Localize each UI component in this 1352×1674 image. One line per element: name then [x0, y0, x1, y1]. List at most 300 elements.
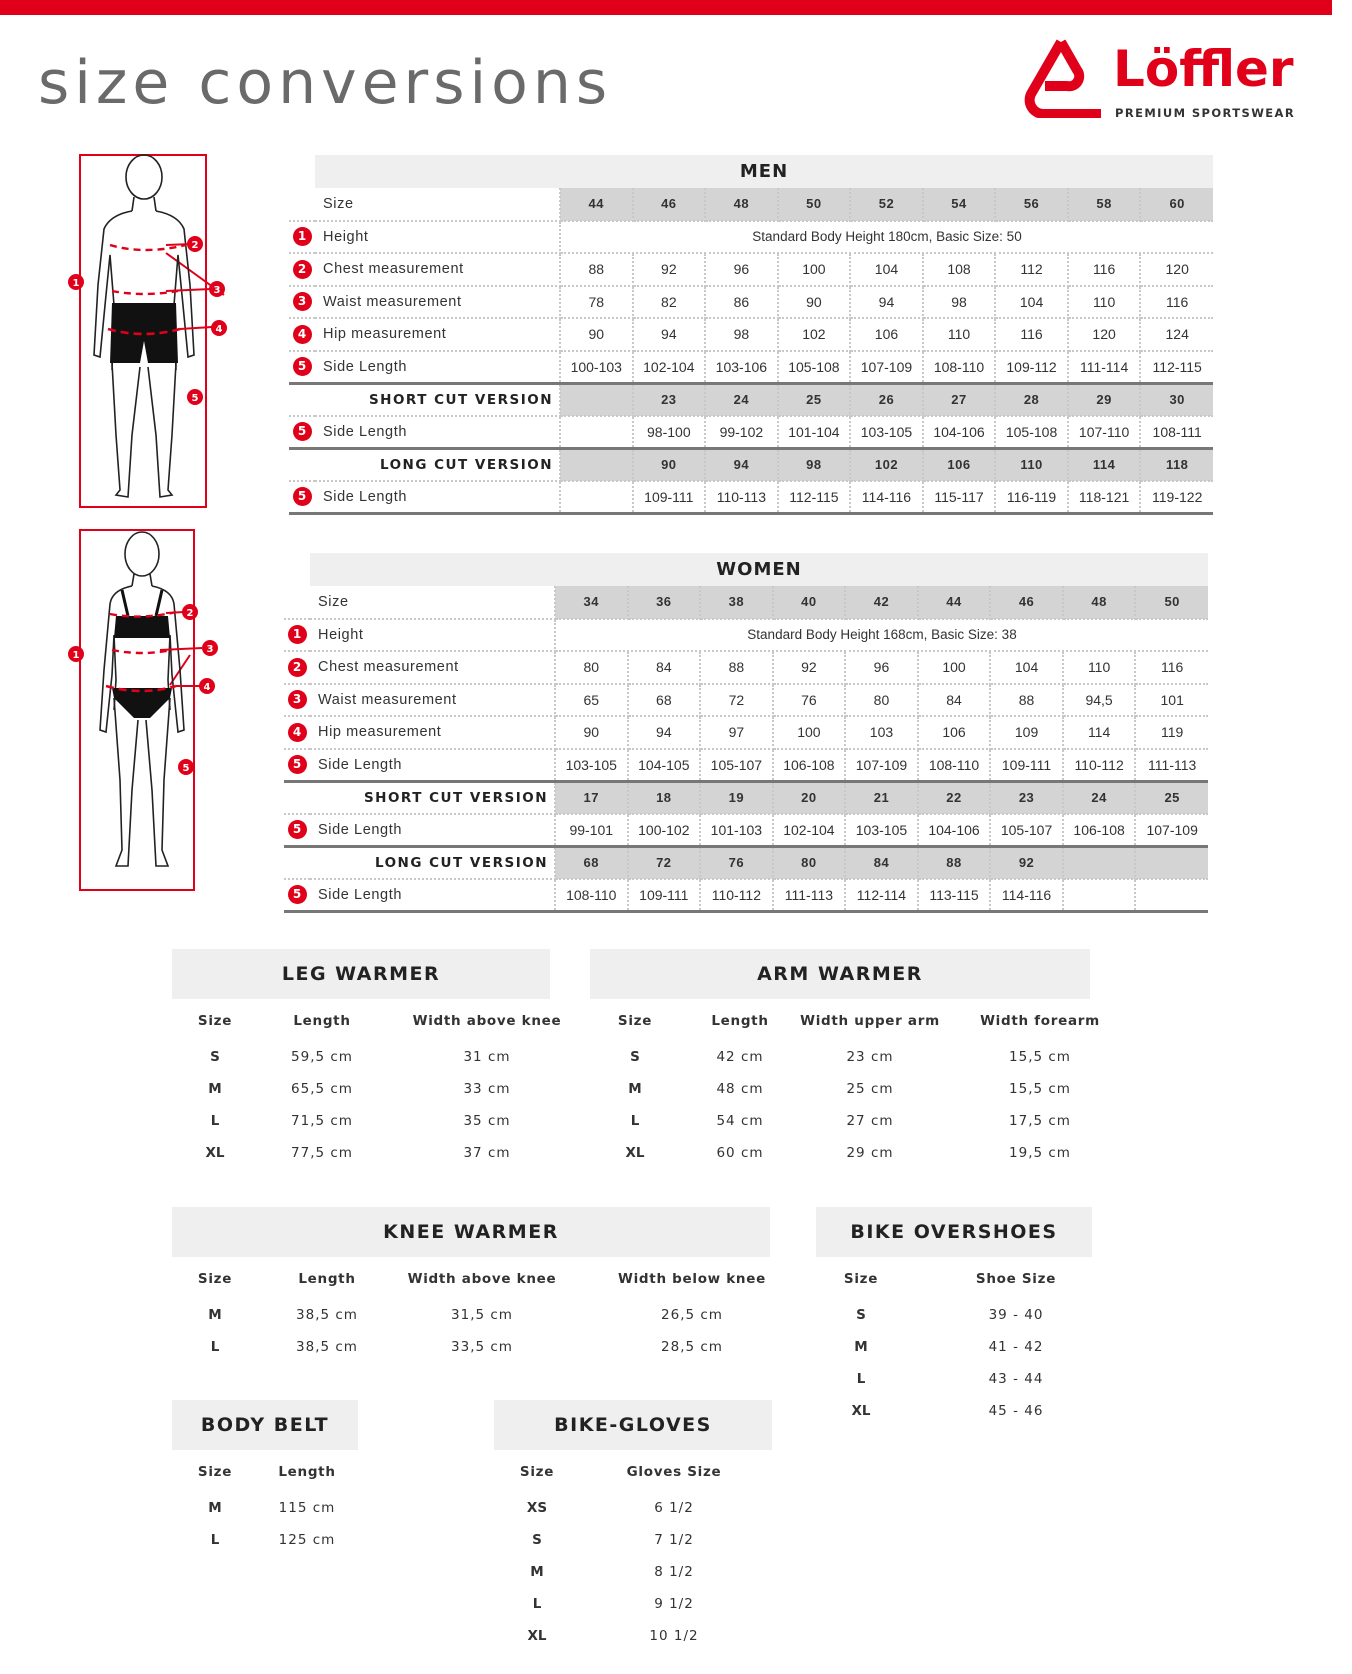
women-size-label: Size [310, 586, 555, 619]
men-cell: 120 [1068, 318, 1141, 351]
women-body-figure [66, 520, 246, 910]
women-cell: 110-112 [700, 879, 773, 912]
women-cell: 104-105 [628, 749, 701, 782]
marker-5-icon: 5 [288, 885, 307, 904]
value-cell: 60 cm [716, 1145, 764, 1161]
women-short-size: 20 [773, 781, 846, 814]
men-short-size: 30 [1140, 383, 1213, 416]
men-cell: 110 [923, 318, 996, 351]
women-cell: 100 [918, 651, 991, 684]
size-cell: M [628, 1081, 642, 1097]
arm-warmer-table [590, 949, 1100, 1169]
men-long-size [560, 448, 633, 481]
men-short-size [560, 383, 633, 416]
women-cell: 90 [555, 716, 628, 749]
women-short-size: 21 [845, 781, 918, 814]
men-short-cut-label: SHORT CUT VERSION [315, 383, 560, 416]
men-cell: 109-112 [995, 351, 1068, 384]
men-figure-marker-4: 4 [215, 324, 223, 335]
women-cell: 119 [1135, 716, 1208, 749]
women-size: 50 [1135, 586, 1208, 619]
women-height-label: Height [310, 619, 555, 652]
women-cell: 88 [700, 651, 773, 684]
men-figure-marker-3: 3 [213, 285, 221, 296]
men-cell: 103-105 [850, 416, 923, 449]
women-cell: 113-115 [918, 879, 991, 912]
value-cell: 29 cm [846, 1145, 894, 1161]
men-cell: 111-114 [1068, 351, 1141, 384]
value-cell: 9 1/2 [654, 1596, 694, 1612]
men-figure-marker-5: 5 [191, 393, 199, 404]
men-cell: 105-108 [995, 416, 1068, 449]
men-short-size: 25 [778, 383, 851, 416]
men-long-size: 114 [1068, 448, 1141, 481]
men-cell: 115-117 [923, 481, 996, 514]
column-header: Shoe Size [975, 1271, 1057, 1287]
size-cell: M [854, 1339, 868, 1355]
women-cell: 99-101 [555, 814, 628, 847]
women-long-size: 92 [990, 846, 1063, 879]
women-cell: 102-104 [773, 814, 846, 847]
bike-overshoes-table [816, 1207, 1092, 1427]
value-cell: 41 - 42 [988, 1339, 1044, 1355]
men-cell: 124 [1140, 318, 1213, 351]
women-size: 36 [628, 586, 701, 619]
men-row-label: Hip measurement [315, 318, 560, 351]
men-cell: 101-104 [778, 416, 851, 449]
value-cell: 42 cm [716, 1049, 764, 1065]
men-cell: 119-122 [1140, 481, 1213, 514]
men-short-size: 29 [1068, 383, 1141, 416]
size-cell: XL [205, 1145, 225, 1161]
women-cell: 104-106 [918, 814, 991, 847]
women-cell: 105-107 [990, 814, 1063, 847]
men-size: 44 [560, 188, 633, 221]
women-size: 40 [773, 586, 846, 619]
column-header: Length [711, 1013, 769, 1029]
women-row-label: Waist measurement [310, 684, 555, 717]
size-cell: L [210, 1532, 220, 1548]
women-long-size: 84 [845, 846, 918, 879]
column-header: Length [298, 1271, 356, 1287]
column-header: Gloves Size [626, 1464, 722, 1480]
men-cell: 104-106 [923, 416, 996, 449]
women-cell: 112-114 [845, 879, 918, 912]
women-short-side-label: Side Length [310, 814, 555, 847]
top-accent-bar [0, 0, 1332, 15]
column-header: Length [278, 1464, 336, 1480]
women-short-size: 25 [1135, 781, 1208, 814]
value-cell: 77,5 cm [291, 1145, 353, 1161]
men-short-size: 23 [633, 383, 706, 416]
women-cell [1135, 879, 1208, 912]
size-cell: XS [526, 1500, 548, 1516]
value-cell: 38,5 cm [296, 1307, 358, 1323]
women-cell: 111-113 [1135, 749, 1208, 782]
women-size: 38 [700, 586, 773, 619]
men-long-size: 106 [923, 448, 996, 481]
women-figure-marker-4: 4 [203, 682, 211, 693]
women-cell: 107-109 [1135, 814, 1208, 847]
men-size: 50 [778, 188, 851, 221]
men-size: 58 [1068, 188, 1141, 221]
value-cell: 28,5 cm [661, 1339, 723, 1355]
value-cell: 6 1/2 [654, 1500, 694, 1516]
women-cell: 68 [628, 684, 701, 717]
women-cell: 96 [845, 651, 918, 684]
men-long-size: 118 [1140, 448, 1213, 481]
women-size-table [284, 553, 1208, 913]
column-header: Width below knee [618, 1271, 766, 1287]
women-short-size: 23 [990, 781, 1063, 814]
women-figure-marker-1: 1 [72, 650, 80, 661]
value-cell: 27 cm [846, 1113, 894, 1129]
women-short-size: 22 [918, 781, 991, 814]
women-cell: 97 [700, 716, 773, 749]
men-cell: 90 [778, 286, 851, 319]
men-cell: 103-106 [705, 351, 778, 384]
size-cell: L [856, 1371, 866, 1387]
men-cell: 108-110 [923, 351, 996, 384]
value-cell: 59,5 cm [291, 1049, 353, 1065]
men-long-size: 102 [850, 448, 923, 481]
women-long-size: 68 [555, 846, 628, 879]
size-cell: M [208, 1081, 222, 1097]
size-cell: S [210, 1049, 220, 1065]
leg-warmer-table [172, 949, 562, 1169]
men-short-side-label: Side Length [315, 416, 560, 449]
size-cell: M [208, 1500, 222, 1516]
brand-tagline: PREMIUM SPORTSWEAR [1115, 106, 1296, 120]
men-cell: 112 [995, 253, 1068, 286]
marker-1-icon: 1 [293, 227, 312, 246]
men-height-note: Standard Body Height 180cm, Basic Size: 50 [560, 221, 1213, 254]
women-long-size: 80 [773, 846, 846, 879]
men-cell: 108 [923, 253, 996, 286]
men-short-size: 26 [850, 383, 923, 416]
men-long-side-label: Side Length [315, 481, 560, 514]
marker-5-icon: 5 [293, 357, 312, 376]
size-cell: S [532, 1532, 542, 1548]
men-size: 48 [705, 188, 778, 221]
value-cell: 15,5 cm [1009, 1049, 1071, 1065]
men-size: 60 [1140, 188, 1213, 221]
men-cell: 90 [560, 318, 633, 351]
value-cell: 125 cm [278, 1532, 336, 1548]
women-cell: 110 [1063, 651, 1136, 684]
women-short-size: 18 [628, 781, 701, 814]
men-cell: 98 [923, 286, 996, 319]
women-cell: 76 [773, 684, 846, 717]
men-cell: 104 [995, 286, 1068, 319]
size-cell: XL [851, 1403, 871, 1419]
women-cell: 72 [700, 684, 773, 717]
men-short-size: 24 [705, 383, 778, 416]
men-cell: 94 [633, 318, 706, 351]
column-header: Width above knee [407, 1271, 557, 1287]
women-cell: 114-116 [990, 879, 1063, 912]
value-cell: 54 cm [716, 1113, 764, 1129]
men-figure-marker-2: 2 [191, 240, 199, 251]
body-belt-table [172, 1400, 362, 1550]
women-long-size: 76 [700, 846, 773, 879]
women-height-note: Standard Body Height 168cm, Basic Size: 38 [555, 619, 1208, 652]
value-cell: 71,5 cm [291, 1113, 353, 1129]
men-cell: 106 [850, 318, 923, 351]
loeffler-logo-icon [1015, 38, 1107, 118]
men-body-figure [66, 145, 246, 525]
value-cell: 39 - 40 [988, 1307, 1044, 1323]
men-cell: 110-113 [705, 481, 778, 514]
column-header: Size [843, 1271, 879, 1287]
marker-5-icon: 5 [288, 820, 307, 839]
women-cell: 103 [845, 716, 918, 749]
value-cell: 10 1/2 [649, 1628, 699, 1644]
marker-4-icon: 4 [293, 325, 312, 344]
women-figure-marker-2: 2 [186, 608, 194, 619]
men-cell: 116 [1140, 286, 1213, 319]
women-long-cut-label: LONG CUT VERSION [310, 846, 555, 879]
women-figure-marker-3: 3 [206, 644, 214, 655]
women-cell: 116 [1135, 651, 1208, 684]
men-cell: 99-102 [705, 416, 778, 449]
men-short-size: 28 [995, 383, 1068, 416]
bike-gloves-title: BIKE-GLOVES [494, 1400, 772, 1450]
women-long-size [1135, 846, 1208, 879]
women-cell: 106-108 [1063, 814, 1136, 847]
men-cell: 120 [1140, 253, 1213, 286]
value-cell: 19,5 cm [1009, 1145, 1071, 1161]
women-cell: 84 [918, 684, 991, 717]
men-cell: 110 [1068, 286, 1141, 319]
men-row-label: Side Length [315, 351, 560, 384]
women-long-side-label: Side Length [310, 879, 555, 912]
arm-warmer-title: ARM WARMER [590, 949, 1090, 999]
column-header: Width upper arm [800, 1013, 940, 1029]
women-short-size: 24 [1063, 781, 1136, 814]
men-size: 46 [633, 188, 706, 221]
women-cell: 94,5 [1063, 684, 1136, 717]
men-cell: 118-121 [1068, 481, 1141, 514]
men-cell: 78 [560, 286, 633, 319]
value-cell: 15,5 cm [1009, 1081, 1071, 1097]
size-cell: S [856, 1307, 866, 1323]
column-header: Size [197, 1013, 233, 1029]
women-cell: 92 [773, 651, 846, 684]
men-long-size: 94 [705, 448, 778, 481]
women-cell: 110-112 [1063, 749, 1136, 782]
women-cell: 80 [555, 651, 628, 684]
women-table-title: WOMEN [310, 553, 1208, 586]
column-header: Size [519, 1464, 555, 1480]
value-cell: 115 cm [278, 1500, 336, 1516]
women-cell: 108-110 [918, 749, 991, 782]
women-cell: 100 [773, 716, 846, 749]
men-cell: 107-110 [1068, 416, 1141, 449]
women-cell: 80 [845, 684, 918, 717]
column-header: Width above knee [412, 1013, 562, 1029]
women-cell [1063, 879, 1136, 912]
women-cell: 101-103 [700, 814, 773, 847]
women-cell: 103-105 [845, 814, 918, 847]
value-cell: 25 cm [846, 1081, 894, 1097]
men-long-size: 110 [995, 448, 1068, 481]
value-cell: 45 - 46 [988, 1403, 1044, 1419]
men-cell: 100-103 [560, 351, 633, 384]
marker-5-icon: 5 [293, 422, 312, 441]
women-row-label: Chest measurement [310, 651, 555, 684]
value-cell: 31,5 cm [451, 1307, 513, 1323]
men-cell: 114-116 [850, 481, 923, 514]
men-table-title: MEN [315, 155, 1213, 188]
value-cell: 33 cm [463, 1081, 511, 1097]
value-cell: 33,5 cm [451, 1339, 513, 1355]
men-cell: 108-111 [1140, 416, 1213, 449]
value-cell: 17,5 cm [1009, 1113, 1071, 1129]
body-belt-title: BODY BELT [172, 1400, 358, 1450]
marker-5-icon: 5 [288, 755, 307, 774]
women-cell: 106-108 [773, 749, 846, 782]
men-size: 56 [995, 188, 1068, 221]
women-long-size [1063, 846, 1136, 879]
men-cell: 102-104 [633, 351, 706, 384]
value-cell: 37 cm [463, 1145, 511, 1161]
page-title: size conversions [38, 48, 613, 118]
men-cell: 102 [778, 318, 851, 351]
bike-gloves-table [494, 1400, 772, 1670]
size-cell: L [630, 1113, 640, 1129]
value-cell: 8 1/2 [654, 1564, 694, 1580]
leg-warmer-title: LEG WARMER [172, 949, 550, 999]
marker-4-icon: 4 [288, 723, 307, 742]
marker-5-icon: 5 [293, 487, 312, 506]
women-short-size: 19 [700, 781, 773, 814]
knee-warmer-title: KNEE WARMER [172, 1207, 770, 1257]
women-size: 48 [1063, 586, 1136, 619]
women-cell: 94 [628, 716, 701, 749]
women-cell: 109-111 [990, 749, 1063, 782]
women-size: 34 [555, 586, 628, 619]
men-cell: 98-100 [633, 416, 706, 449]
men-cell: 112-115 [778, 481, 851, 514]
women-long-size: 72 [628, 846, 701, 879]
women-cell: 109-111 [628, 879, 701, 912]
men-long-cut-label: LONG CUT VERSION [315, 448, 560, 481]
women-cell: 100-102 [628, 814, 701, 847]
size-cell: L [210, 1339, 220, 1355]
men-cell: 94 [850, 286, 923, 319]
size-cell: S [630, 1049, 640, 1065]
women-cell: 107-109 [845, 749, 918, 782]
women-cell: 88 [990, 684, 1063, 717]
marker-2-icon: 2 [293, 260, 312, 279]
women-cell: 114 [1063, 716, 1136, 749]
men-size: 54 [923, 188, 996, 221]
men-cell: 96 [705, 253, 778, 286]
size-cell: XL [527, 1628, 547, 1644]
size-cell: L [532, 1596, 542, 1612]
men-short-size: 27 [923, 383, 996, 416]
women-cell: 108-110 [555, 879, 628, 912]
column-header: Size [617, 1013, 653, 1029]
marker-2-icon: 2 [288, 658, 307, 677]
men-cell: 100 [778, 253, 851, 286]
women-cell: 106 [918, 716, 991, 749]
men-row-label: Chest measurement [315, 253, 560, 286]
men-cell: 98 [705, 318, 778, 351]
value-cell: 43 - 44 [988, 1371, 1044, 1387]
women-short-cut-label: SHORT CUT VERSION [310, 781, 555, 814]
value-cell: 65,5 cm [291, 1081, 353, 1097]
women-size: 42 [845, 586, 918, 619]
women-cell: 105-107 [700, 749, 773, 782]
women-short-size: 17 [555, 781, 628, 814]
men-long-size: 90 [633, 448, 706, 481]
men-row-label: Waist measurement [315, 286, 560, 319]
women-figure-marker-5: 5 [182, 763, 190, 774]
men-size-label: Size [315, 188, 560, 221]
women-cell: 111-113 [773, 879, 846, 912]
men-cell: 86 [705, 286, 778, 319]
women-row-label: Side Length [310, 749, 555, 782]
column-header: Length [293, 1013, 351, 1029]
column-header: Width forearm [980, 1013, 1100, 1029]
women-cell: 84 [628, 651, 701, 684]
women-cell: 103-105 [555, 749, 628, 782]
value-cell: 38,5 cm [296, 1339, 358, 1355]
women-cell: 104 [990, 651, 1063, 684]
men-size: 52 [850, 188, 923, 221]
value-cell: 48 cm [716, 1081, 764, 1097]
size-cell: M [208, 1307, 222, 1323]
men-cell: 116 [1068, 253, 1141, 286]
marker-3-icon: 3 [293, 292, 312, 311]
bike-overshoes-title: BIKE OVERSHOES [816, 1207, 1092, 1257]
women-size: 46 [990, 586, 1063, 619]
men-cell [560, 481, 633, 514]
women-row-label: Hip measurement [310, 716, 555, 749]
value-cell: 7 1/2 [654, 1532, 694, 1548]
men-cell: 116 [995, 318, 1068, 351]
women-cell: 101 [1135, 684, 1208, 717]
men-cell: 116-119 [995, 481, 1068, 514]
men-cell: 104 [850, 253, 923, 286]
women-size: 44 [918, 586, 991, 619]
column-header: Size [197, 1271, 233, 1287]
men-size-table [289, 155, 1213, 515]
men-cell: 92 [633, 253, 706, 286]
men-cell: 107-109 [850, 351, 923, 384]
value-cell: 26,5 cm [661, 1307, 723, 1323]
marker-3-icon: 3 [288, 690, 307, 709]
women-cell: 109 [990, 716, 1063, 749]
men-figure-marker-1: 1 [72, 278, 80, 289]
marker-1-icon: 1 [288, 625, 307, 644]
value-cell: 23 cm [846, 1049, 894, 1065]
value-cell: 35 cm [463, 1113, 511, 1129]
value-cell: 31 cm [463, 1049, 511, 1065]
men-long-size: 98 [778, 448, 851, 481]
size-cell: M [530, 1564, 544, 1580]
men-cell: 88 [560, 253, 633, 286]
men-cell: 105-108 [778, 351, 851, 384]
men-cell [560, 416, 633, 449]
women-cell: 65 [555, 684, 628, 717]
men-cell: 109-111 [633, 481, 706, 514]
men-cell: 112-115 [1140, 351, 1213, 384]
men-cell: 82 [633, 286, 706, 319]
brand-logo [1015, 38, 1305, 122]
